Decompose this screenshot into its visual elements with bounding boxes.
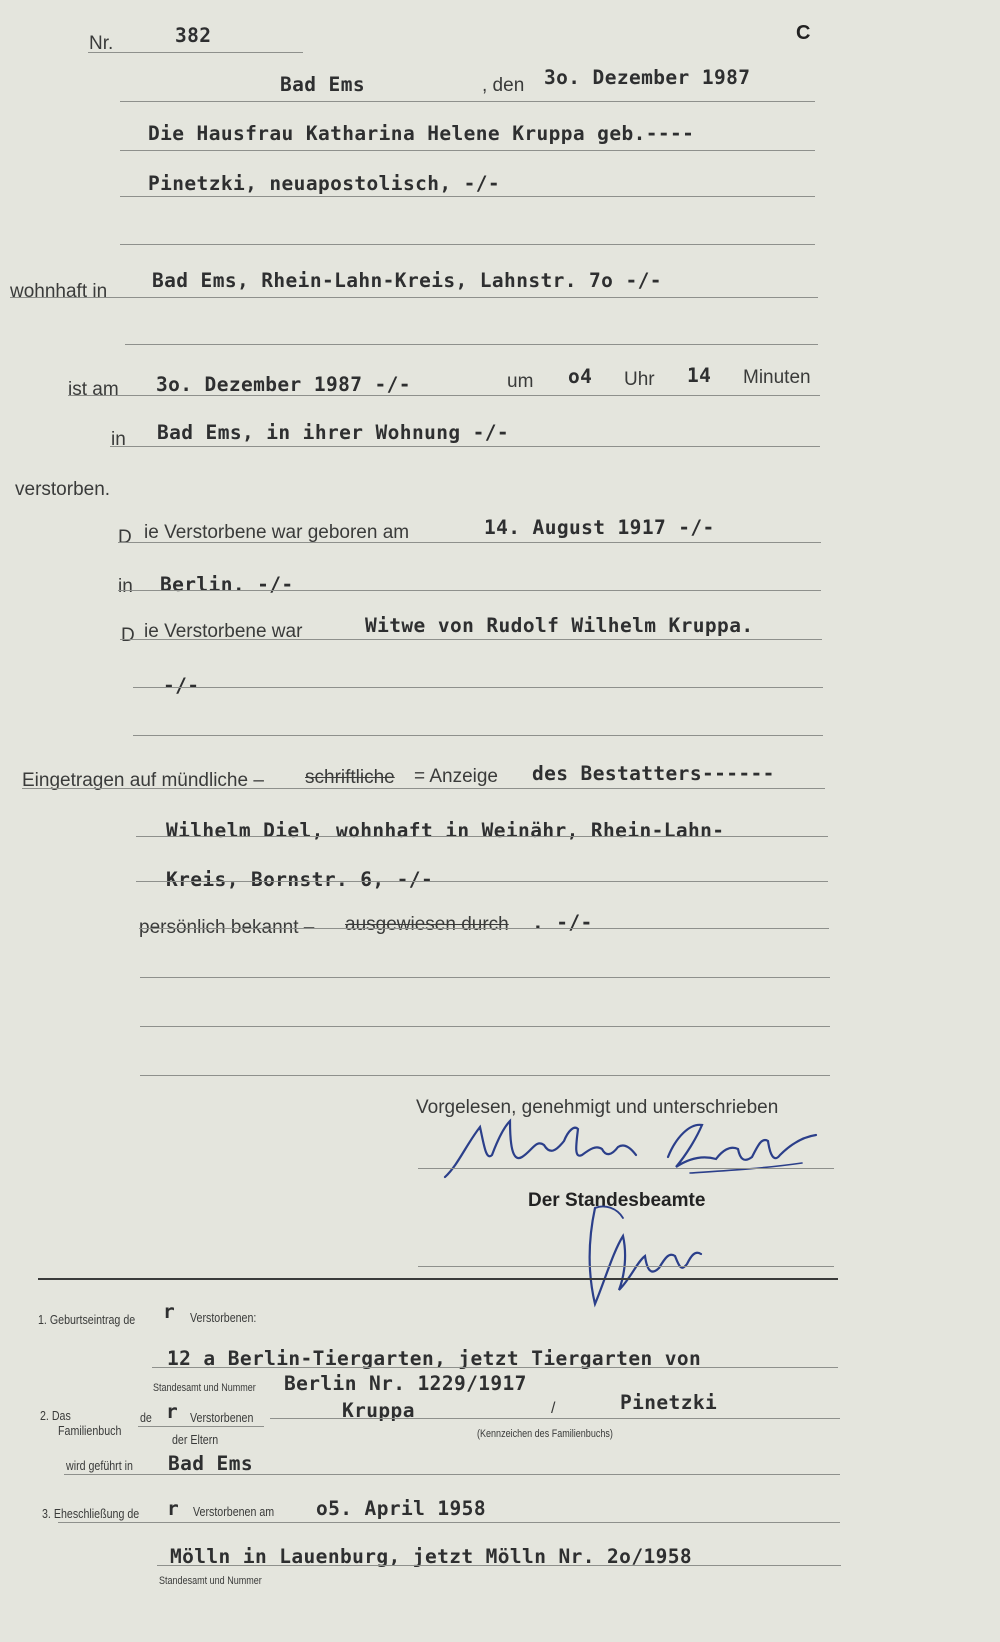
rule (58, 1522, 840, 1523)
rule (270, 1418, 840, 1419)
uhr-label: Uhr (624, 369, 655, 390)
f3-label-b: Verstorbenen am (193, 1504, 275, 1519)
f1-label-a: 1. Geburtseintrag de (38, 1312, 136, 1327)
f3-standesamt-label: Standesamt und Nummer (159, 1575, 262, 1587)
minuten-label: Minuten (743, 367, 811, 388)
birth-entry-line-1: 12 a Berlin-Tiergarten, jetzt Tiergarten von (167, 1347, 702, 1370)
rule (136, 881, 828, 882)
birth-entry-line-2: Berlin Nr. 1229/1917 (284, 1372, 527, 1395)
rule (140, 977, 830, 978)
rule (118, 590, 821, 591)
rule (152, 1367, 838, 1368)
death-date: 3o. Dezember 1987 -/- (156, 373, 411, 396)
death-minutes: 14 (687, 364, 712, 387)
den-label: , den (482, 75, 525, 96)
f2-kennzeichen: (Kennzeichen des Familienbuchs) (477, 1428, 613, 1440)
official-signature-icon (575, 1200, 725, 1310)
marriage-place: Mölln in Lauenburg, jetzt Mölln Nr. 2o/1958 (170, 1545, 693, 1568)
ist-am-label: ist am (68, 379, 119, 400)
f1-label-b: Verstorbenen: (190, 1310, 257, 1325)
read-approved-label: Vorgelesen, genehmigt und unterschrieben (416, 1097, 779, 1118)
place-of-registration: Bad Ems (280, 73, 365, 96)
family-book-name-1: Kruppa (342, 1399, 415, 1422)
rule (133, 687, 823, 688)
f2-letter: r (166, 1400, 179, 1423)
registration-label-struck: schriftliche (305, 767, 395, 788)
known-value: . -/- (532, 911, 593, 934)
um-label: um (507, 371, 534, 392)
section-divider (38, 1278, 838, 1280)
deceased-line-2: Pinetzki, neuapostolisch, -/- (148, 172, 501, 195)
status-label: ie Verstorbene war (144, 621, 303, 642)
status-continuation: -/- (163, 674, 200, 697)
signer-signature-icon (440, 1115, 830, 1185)
rule (10, 297, 818, 298)
f2-label-b: Familienbuch (58, 1423, 122, 1438)
rule (22, 788, 825, 789)
known-label-prefix: persönlich bekannt – (139, 917, 315, 938)
corner-letter: C (796, 22, 811, 44)
rule (120, 244, 815, 245)
f2-de: de (140, 1410, 152, 1425)
rule (139, 928, 829, 929)
registration-date: 3o. Dezember 1987 (544, 66, 751, 89)
register-number: 382 (175, 24, 212, 47)
f2-slash: / (551, 1400, 556, 1417)
f3-label-a: 3. Eheschließung de (42, 1506, 140, 1521)
rule (418, 1266, 834, 1267)
family-book-place: Bad Ems (168, 1452, 253, 1475)
death-place: Bad Ems, in ihrer Wohnung -/- (157, 421, 510, 444)
rule (136, 836, 828, 837)
birth-place: Berlin. -/- (160, 573, 294, 596)
marital-status: Witwe von Rudolf Wilhelm Kruppa. (365, 614, 754, 637)
deceased-line-1: Die Hausfrau Katharina Helene Kruppa geb.---- (148, 122, 695, 145)
rule (133, 735, 823, 736)
rule (125, 344, 818, 345)
rule (68, 395, 820, 396)
official-label: Der Standesbeamte (528, 1190, 706, 1211)
f2-wird-label: wird geführt in (66, 1458, 133, 1473)
birth-in-label: in (118, 576, 133, 597)
rule (418, 1168, 834, 1169)
marriage-date: o5. April 1958 (316, 1497, 486, 1520)
informant-line-1: des Bestatters------ (532, 762, 775, 785)
f2-eltern: der Eltern (172, 1432, 219, 1447)
wohnhaft-label: wohnhaft in (10, 281, 108, 302)
f1-standesamt-label: Standesamt und Nummer (153, 1382, 256, 1394)
residence: Bad Ems, Rhein-Lahn-Kreis, Lahnstr. 7o -/- (152, 269, 662, 292)
rule (140, 1026, 830, 1027)
f2-label-a: 2. Das (40, 1408, 71, 1423)
rule (138, 1426, 264, 1427)
rule (118, 542, 821, 543)
birth-label-d: D (118, 527, 132, 548)
nr-label: Nr. (89, 33, 114, 54)
rule (140, 1075, 830, 1076)
rule (120, 196, 815, 197)
rule (120, 101, 815, 102)
rule (88, 52, 303, 53)
f2-verstorbenen: Verstorbenen (190, 1410, 254, 1425)
registration-label-prefix: Eingetragen auf mündliche – (22, 770, 264, 791)
registration-label-suffix: = Anzeige (414, 766, 498, 787)
family-book-name-2: Pinetzki (620, 1391, 718, 1414)
f3-letter: r (167, 1497, 180, 1520)
verstorben-label: verstorben. (15, 479, 111, 500)
birth-label: ie Verstorbene war geboren am (144, 522, 410, 543)
birth-date: 14. August 1917 -/- (484, 516, 715, 539)
f1-letter: r (163, 1300, 176, 1323)
rule (157, 1565, 841, 1566)
known-label-struck: ausgewiesen durch (345, 914, 509, 935)
informant-line-2: Wilhelm Diel, wohnhaft in Weinähr, Rhein-Lahn- (166, 819, 725, 842)
informant-line-3: Kreis, Bornstr. 6, -/- (166, 868, 434, 891)
rule (64, 1474, 840, 1475)
rule (120, 639, 822, 640)
rule (110, 446, 820, 447)
death-hour: o4 (568, 365, 593, 388)
status-label-d: D (121, 625, 135, 646)
rule (120, 150, 815, 151)
in-label: in (111, 429, 126, 450)
